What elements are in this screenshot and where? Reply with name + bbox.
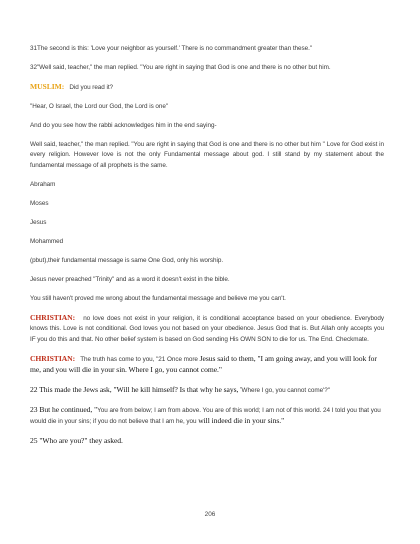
muslim-question-text: Did you read it? <box>69 84 114 91</box>
verse-32: 32"Well said, teacher," the man replied. "You are right in saying that God is one and there is no other but him. <box>30 64 331 71</box>
same-message-line: (pbut),their fundamental message is same One God, only his worship. <box>30 256 224 264</box>
prophet-jesus: Jesus <box>30 218 47 226</box>
verse-23-lead: 23 But he continued, " <box>30 405 98 415</box>
prophet-mohammed: Mohammed <box>30 237 64 245</box>
rabbi-acknowledgement: And do you see how the rabbi acknowledges him in the end saying- <box>30 122 217 129</box>
muslim-speaker-label: MUSLIM: <box>30 82 65 91</box>
christian-speaker-label: CHRISTIAN: <box>30 353 76 363</box>
prophet-moses: Moses <box>30 199 49 207</box>
verse-31: 31The second is this: 'Love your neighbor as yourself.' There is no commandment greater than these." <box>30 45 313 52</box>
prophet-abraham: Abraham <box>30 180 56 188</box>
verse-23-24 <box>30 405 384 428</box>
verse-22-tail: Where I go, you cannot come'?" <box>241 387 330 395</box>
document-page <box>30 44 384 455</box>
quote-hear-israel: "Hear, O Israel, the Lord our God, the Lord is one" <box>30 103 169 110</box>
fundamental-message-paragraph: Well said, teacher," the man replied. "You are right in saying that God is one and there is no other but him " Love for God exist in every religion. However love is not the only Fundamental message about god. I still stand by my statement about the fundamental message of all prophets is the same. <box>30 141 384 169</box>
christian-response-2-lead: The truth has come to you, "21 Once more <box>80 355 200 363</box>
christian-response-1-text: no love does not exist in your religion, it is conditional acceptance based on your obedience. Everybody knows this. Love is not conditional. God loves you not based on your obedience. Jesus God that is. But Allah only accepts you IF you do this and that. No other belief system is based on God sending His OWN SON to die for us. The End. Checkmate. <box>30 314 385 343</box>
trinity-line: Jesus never preached "Trinity" and as a word it doesn't exist in the bible. <box>30 275 230 283</box>
verse-24-tail: will indeed die in your sins." <box>198 416 285 426</box>
verse-22 <box>30 385 384 396</box>
verse-25: 25 "Who are you?" they asked. <box>30 436 123 446</box>
christian-response-2 <box>30 354 384 377</box>
page-number: 206 <box>204 511 216 518</box>
verse-22-lead: 22 This made the Jews ask, "Will he kill himself? Is that why he says, ' <box>30 385 242 395</box>
muslim-question <box>30 82 384 93</box>
challenge-line: You still haven't proved me wrong about the fundamental message and believe me you can't. <box>30 294 286 302</box>
christian-speaker-label: CHRISTIAN: <box>30 312 76 322</box>
christian-response-1 <box>30 313 384 345</box>
christian-response-2-verse: Jesus said to them, "I am going away, and you will look for me, and you will die in your sin. Where I go, you cannot come." <box>30 353 377 375</box>
verse-23-body: You are from below; I am from above. You are of this world; I am not of this world. 24 I told you that you would die in your sins; if you do not believe that I am he, you <box>30 407 381 426</box>
